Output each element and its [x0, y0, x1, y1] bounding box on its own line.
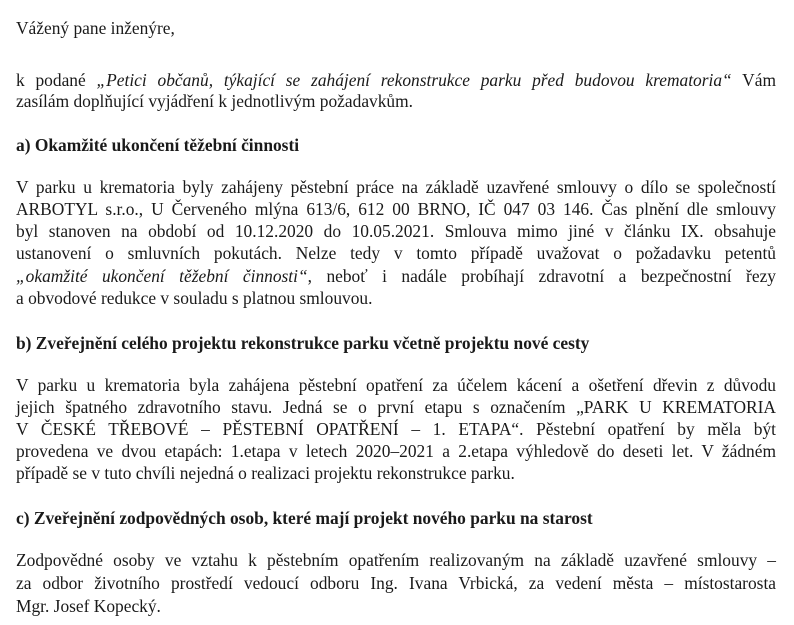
section-a-line-5	[16, 265, 776, 287]
section-b-line-4: provedena ve dvou etapách: 1.etapa v letech 2020–2021 a 2.etapa výhledově do deseti let. V žádném	[16, 441, 776, 461]
petition-title: „Petici občanů, týkající se zahájení rekonstrukce parku před budovou krematoria“	[96, 70, 732, 90]
section-b-line-5: případě se v tuto chvíli nejedná o realizaci projektu rekonstrukce parku.	[16, 463, 515, 483]
greeting: Vážený pane inženýre,	[16, 18, 175, 38]
section-b-heading: b) Zveřejnění celého projektu rekonstrukce parku včetně projektu nové cesty	[16, 333, 590, 353]
section-b-line-3: V ČESKÉ TŘEBOVÉ – PĚSTEBNÍ OPATŘENÍ – 1. ETAPA“. Pěstební opatření by měla být	[16, 419, 776, 439]
intro-line-1	[16, 69, 776, 91]
intro-prefix: k podané	[16, 70, 97, 90]
section-a-heading: a) Okamžité ukončení těžební činnosti	[16, 135, 300, 155]
section-b-line-2: jejich špatného zdravotního stavu. Jedná se o první etapu s označením „PARK U KREMATORIA	[16, 397, 776, 417]
section-a-line-5-rest: , neboť i nadále probíhají zdravotní a bezpečnostní řezy	[307, 266, 776, 286]
section-c-heading: c) Zveřejnění zodpovědných osob, které mají projekt nového parku na starost	[16, 508, 593, 528]
section-b-line-1: V parku u krematoria byla zahájena pěstební opatření za účelem kácení a ošetření dřevin z důvodu	[16, 375, 776, 395]
section-a-line-2: ARBOTYL s.r.o., U Červeného mlýna 613/6, 612 00 BRNO, IČ 047 03 146. Čas plnění dle smlouvy	[16, 199, 776, 219]
section-c-line-2: za odbor životního prostředí vedoucí odboru Ing. Ivana Vrbická, za vedení města – místostarosta	[16, 573, 776, 593]
intro-suffix: Vám	[731, 70, 776, 90]
quoted-demand: „okamžité ukončení těžební činnosti“	[16, 266, 308, 286]
section-a-line-6: a obvodové redukce v souladu s platnou smlouvou.	[16, 288, 373, 308]
section-a-line-1: V parku u krematoria byly zahájeny pěstební práce na základě uzavřené smlouvy o dílo se společností	[16, 177, 776, 197]
section-a-line-3: byl stanoven na období od 10.12.2020 do 10.05.2021. Smlouva mimo jiné v článku IX. obsahuje	[16, 221, 776, 241]
section-c-line-1: Zodpovědné osoby ve vztahu k pěstebním opatřením realizovaným na základě uzavřené smlouvy –	[16, 550, 776, 570]
intro-line-2: zasílám doplňující vyjádření k jednotlivým požadavkům.	[16, 91, 413, 111]
section-c-line-3: Mgr. Josef Kopecký.	[16, 596, 161, 616]
section-a-line-4: ustanovení o smluvních pokutách. Nelze tedy v tomto případě uvažovat o požadavku petentů	[16, 243, 776, 263]
